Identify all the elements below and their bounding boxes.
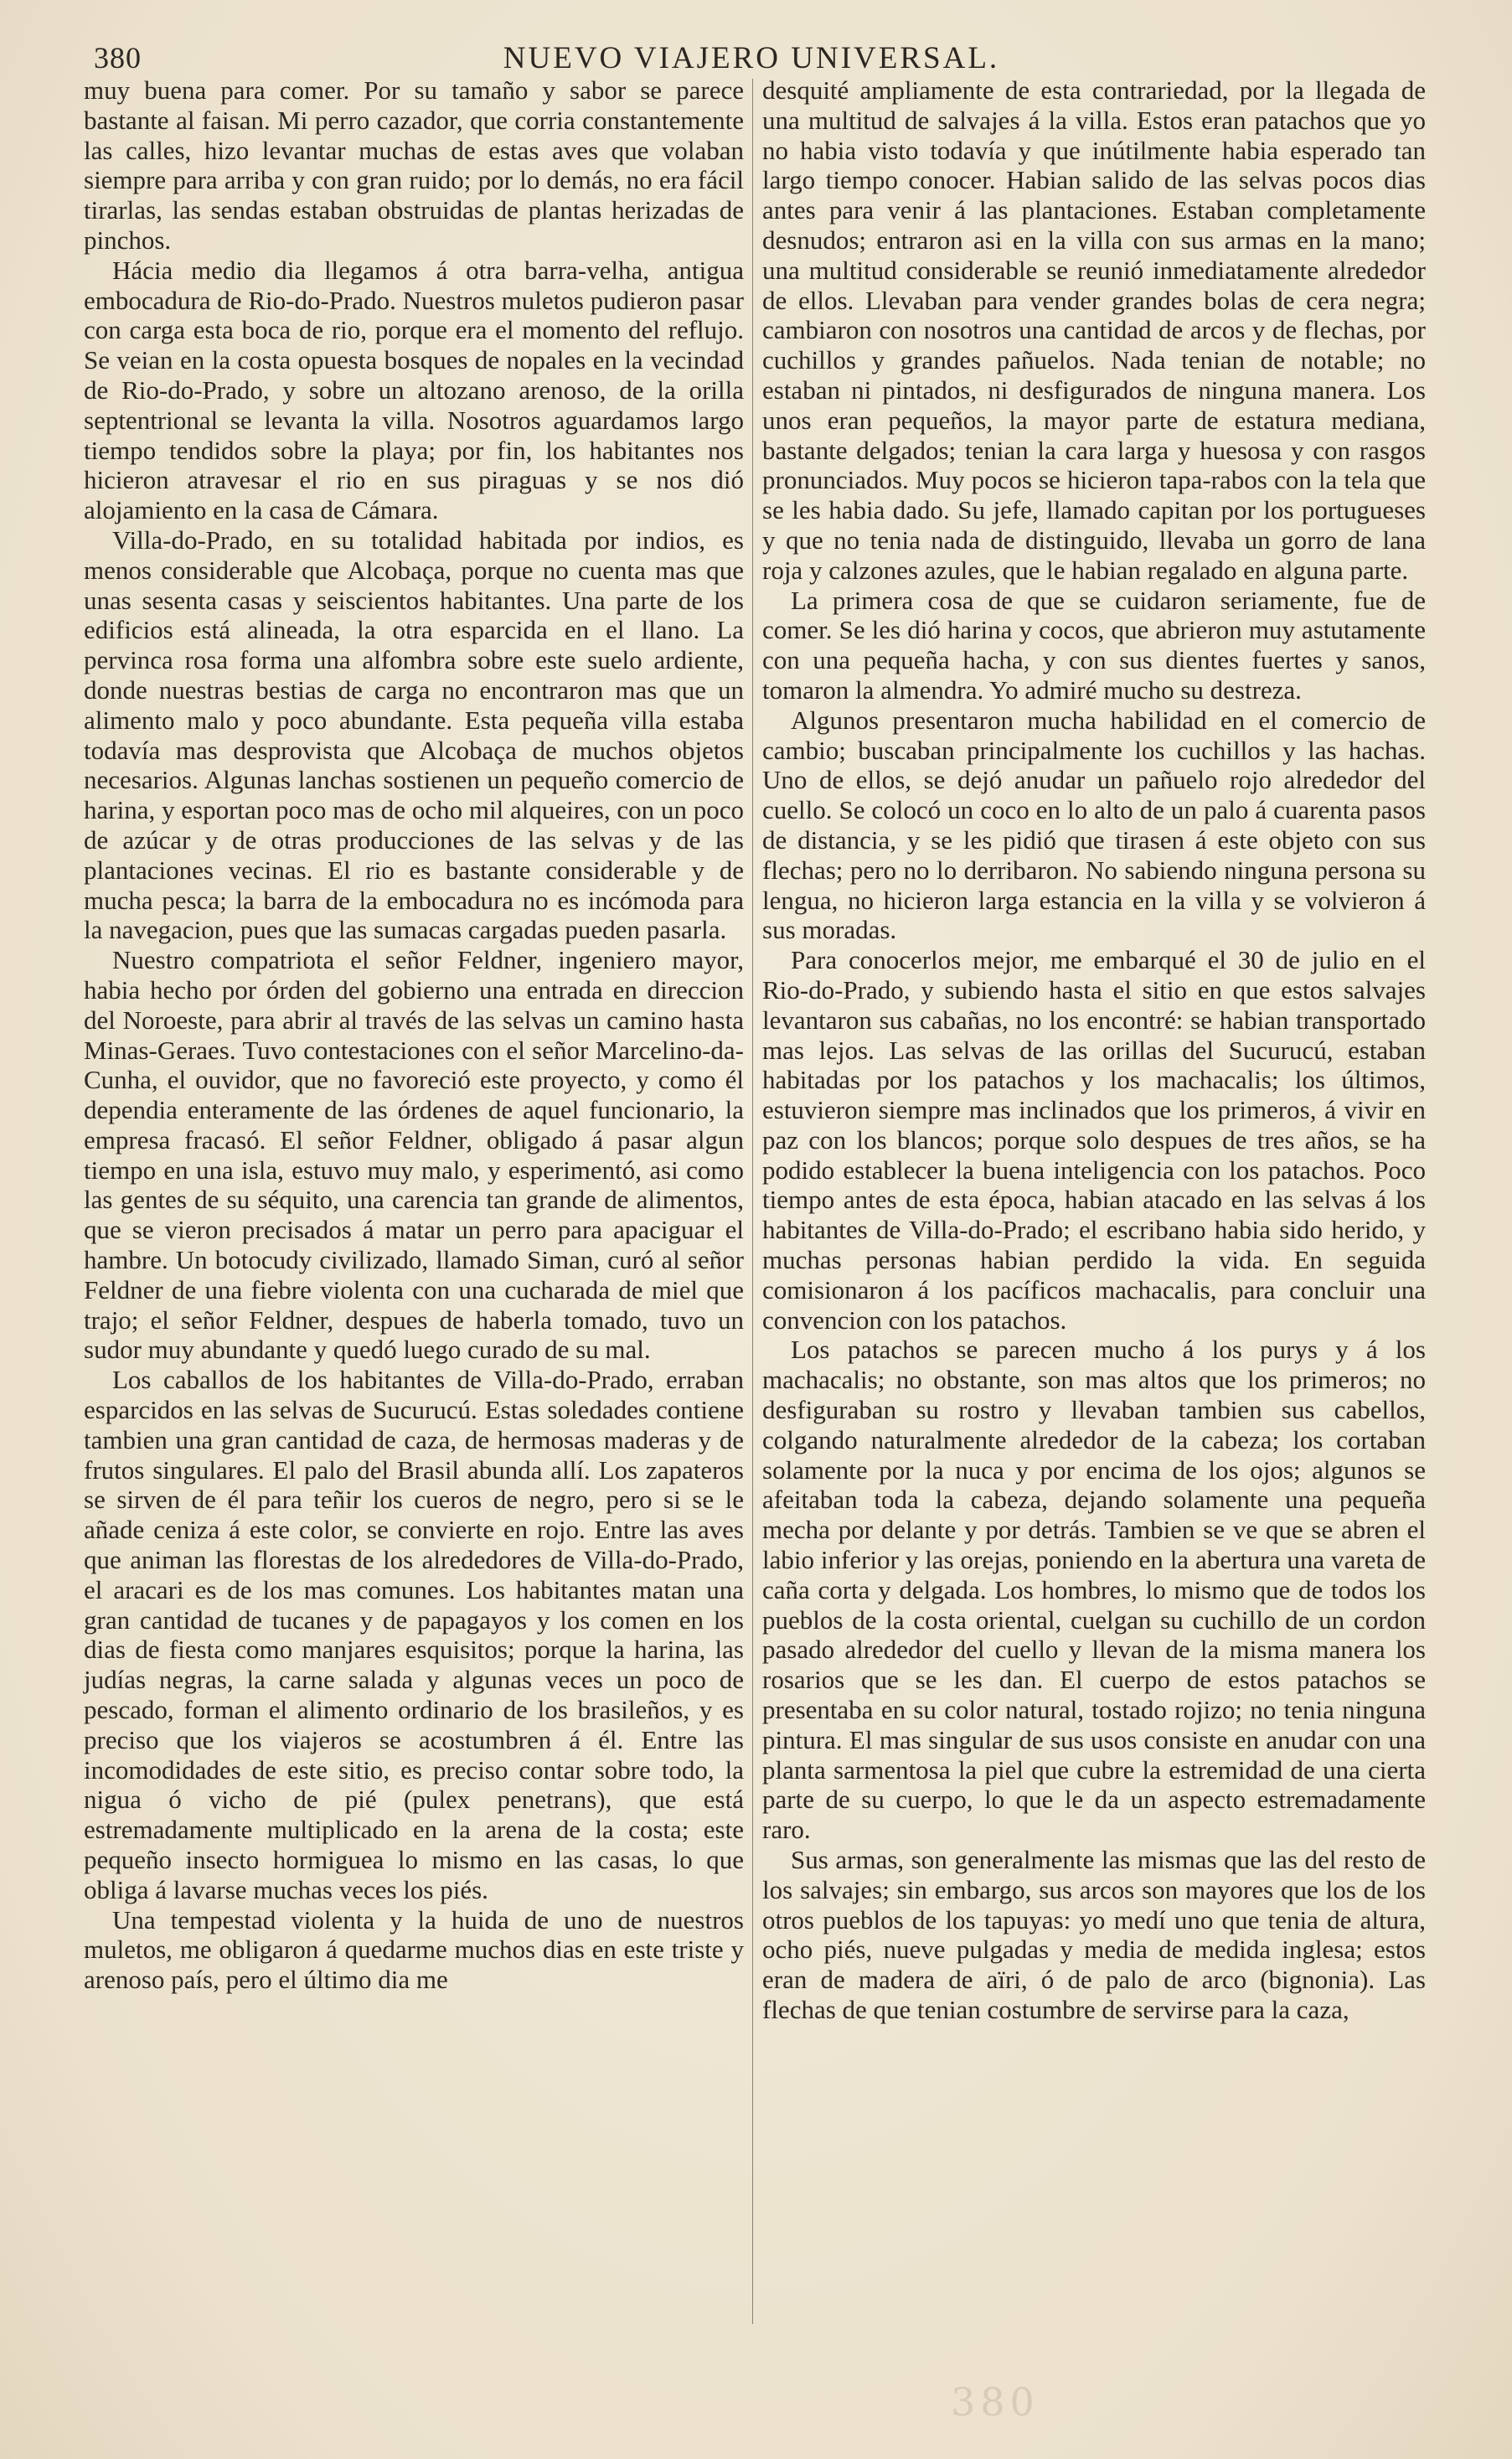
paragraph: Los caballos de los habitantes de Villa-do-Prado, erraban esparcidos en las selvas de Sucurucú. Estas soledades contiene tambien una gran cantidad de caza, de hermosas maderas y de frutos singulares. El palo del Brasil abunda allí. Los zapateros se sirven de él para teñir los cueros de negro, pero si se le añade ceniza á este color, se convierte en rojo. Entre las aves que animan las florestas de los alrededores de Villa-do-Prado, el aracari es de los mas comunes. Los habitantes matan una gran cantidad de tucanes y de papagayos y los comen en los dias de fiesta como manjares esquisitos; porque la harina, las judías negras, la carne salada y algunas veces un poco de pescado, forman el alimento ordinario de los brasileños, y es preciso que los viajeros se acostumbren á él. Entre las incomodidades de este sitio, es preciso contar sobre todo, la nigua ó vicho de pié (pulex penetrans), que está estremadamente multiplicado en la arena de la costa; este pequeño insecto hormiguea lo mismo en las casas, lo que obliga á lavarse muchas veces los piés. <box>84 1365 744 1904</box>
paragraph: Sus armas, son generalmente las mismas que las del resto de los salvajes; sin embargo, sus arcos son mayores que los de los otros pueblos de los tapuyas: yo medí uno que tenia de altura, ocho piés, nueve pulgadas y media de medida inglesa; estos eran de madera de aïri, ó de palo de arco (bignonia). Las flechas de que tenian costumbre de servirse para la caza, <box>762 1845 1426 2024</box>
page-header <box>94 40 1409 79</box>
left-column <box>84 75 744 2329</box>
column-divider <box>752 79 753 2324</box>
paragraph: Nuestro compatriota el señor Feldner, ingeniero mayor, habia hecho por órden del gobierno una entrada en direccion del Noroeste, para abrir al través de las selvas un camino hasta Minas-Geraes. Tuvo contestaciones con el señor Marcelino-da-Cunha, el ouvidor, que no favoreció este proyecto, y como él dependia enteramente de las órdenes de aquel funcionario, la empresa fracasó. El señor Feldner, obligado á pasar algun tiempo en una isla, estuvo muy malo, y esperimentó, asi como las gentes de su séquito, una carencia tan grande de alimentos, que se vieron precisados á matar un perro para apaciguar el hambre. Un botocudy civilizado, llamado Siman, curó al señor Feldner de una fiebre violenta con una cucharada de miel que trajo; el señor Feldner, despues de haberla tomado, tuvo un sudor muy abundante y quedó luego curado de su mal. <box>84 945 744 1365</box>
paragraph: Los patachos se parecen mucho á los purys y á los machacalis; no obstante, son mas altos que los primeros; no desfiguraban su rostro y llevaban tambien sus cabellos, colgando naturalmente alrededor de la cabeza; los cortaban solamente por la nuca y por encima de los ojos; algunos se afeitaban toda la cabeza, dejando solamente una pequeña mecha por delante y por detrás. Tambien se ve que se abren el labio inferior y las orejas, poniendo en la abertura una vareta de caña corta y delgada. Los hombres, lo mismo que de todos los pueblos de la costa oriental, cuelgan su cuchillo de un cordon pasado alrededor del cuello y llevan de la misma manera los rosarios que se les dan. El cuerpo de estos patachos se presentaba en su color natural, tostado rojizo; no tenia ninguna pintura. El mas singular de sus usos consiste en anudar con una planta sarmentosa la piel que cubre la estremidad de una cierta parte de su cuerpo, lo que le da un aspecto estremadamente raro. <box>762 1335 1426 1845</box>
paragraph: Una tempestad violenta y la huida de uno de nuestros muletos, me obligaron á quedarme muchos dias en este triste y arenoso país, pero el último dia me <box>84 1904 744 1995</box>
paragraph: Hácia medio dia llegamos á otra barra-velha, antigua embocadura de Rio-do-Prado. Nuestros muletos pudieron pasar con carga esta boca de rio, porque era el momento del reflujo. Se veian en la costa opuesta bosques de nopales en la vecindad de Rio-do-Prado, y sobre un altozano arenoso, de la orilla septentrional se levanta la villa. Nosotros aguardamos largo tiempo tendidos sobre la playa; por fin, los habitantes nos hicieron atravesar el rio en sus piraguas y se nos dió alojamiento en la casa de Cámara. <box>84 255 744 525</box>
paragraph: Para conocerlos mejor, me embarqué el 30 de julio en el Rio-do-Prado, y subiendo hasta el sitio en que estos salvajes levantaron sus cabañas, no los encontré: se habian transportado mas lejos. Las selvas de las orillas del Sucurucú, estaban habitadas por los patachos y los machacalis; los últimos, estuvieron siempre mas inclinados que los primeros, á vivir en paz con los blancos; porque solo despues de tres años, se ha podido establecer la buena inteligencia con los patachos. Poco tiempo antes de esta época, habian atacado en las selvas á los habitantes de Villa-do-Prado; el escribano habia sido herido, y muchas personas habian perdido la vida. En seguida comisionaron á los pacíficos machacalis, para concluir una convencion con los patachos. <box>762 945 1426 1335</box>
paragraph: muy buena para comer. Por su tamaño y sabor se parece bastante al faisan. Mi perro cazador, que corria constantemente las calles, hizo levantar muchas de estas aves que volaban siempre para arriba y con gran ruido; por lo demás, no era fácil tirarlas, las sendas estaban obstruidas de plantas herizadas de pinchos. <box>84 75 744 255</box>
faded-page-stamp: 380 <box>951 2379 1040 2425</box>
paragraph: desquité ampliamente de esta contrariedad, por la llegada de una multitud de salvajes á la villa. Estos eran patachos que yo no habia visto todavía y que inútilmente habia esperado tan largo tiempo conocer. Habian salido de las selvas pocos dias antes para venir á las plantaciones. Estaban completamente desnudos; entraron asi en la villa con sus armas en la mano; una multitud considerable se reunió inmediatamente alrededor de ellos. Llevaban para vender grandes bolas de cera negra; cambiaron con nosotros una cantidad de arcos y de flechas, por cuchillos y grandes pañuelos. Nada tenian de notable; no estaban ni pintados, ni desfigurados de ninguna manera. Los unos eran pequeños, la mayor parte de estatura mediana, bastante delgados; tenian la cara larga y huesosa y con rasgos pronunciados. Muy pocos se hicieron tapa-rabos con la tela que se les habia dado. Su jefe, llamado capitan por los portugueses y que no tenia nada de distinguido, llevaba un gorro de lana roja y calzones azules, que le habian regalado en alguna parte. <box>762 75 1426 585</box>
running-title: NUEVO VIAJERO UNIVERSAL. <box>503 41 1000 75</box>
page-number: 380 <box>94 41 142 75</box>
paragraph: La primera cosa de que se cuidaron seriamente, fue de comer. Se les dió harina y cocos, que abrieron muy astutamente con una pequeña hacha, y con sus dientes fuertes y sanos, tomaron la almendra. Yo admiré mucho su destreza. <box>762 585 1426 705</box>
paragraph: Algunos presentaron mucha habilidad en el comercio de cambio; buscaban principalmente los cuchillos y las hachas. Uno de ellos, se dejó anudar un pañuelo rojo alrededor del cuello. Se colocó un coco en lo alto de un palo á cuarenta pasos de distancia, y se les pidió que tirasen á este objeto con sus flechas; pero no lo derribaron. No sabiendo ninguna persona su lengua, no hicieron larga estancia en la villa y se volvieron á sus moradas. <box>762 705 1426 945</box>
right-column <box>762 75 1426 2329</box>
paragraph: Villa-do-Prado, en su totalidad habitada por indios, es menos considerable que Alcobaça, porque no cuenta mas que unas sesenta casas y seiscientos habitantes. Una parte de los edificios está alineada, la otra esparcida en el llano. La pervinca rosa forma una alfombra sobre este suelo ardiente, donde nuestras bestias de carga no encontraron mas que un alimento malo y poco abundante. Esta pequeña villa estaba todavía mas desprovista que Alcobaça de muchos objetos necesarios. Algunas lanchas sostienen un pequeño comercio de harina, y esportan poco mas de ocho mil alqueires, con un poco de azúcar y de otras producciones de las selvas y de las plantaciones vecinas. El rio es bastante considerable y de mucha pesca; la barra de la embocadura no es incómoda para la navegacion, pues que las sumacas cargadas pueden pasarla. <box>84 524 744 945</box>
